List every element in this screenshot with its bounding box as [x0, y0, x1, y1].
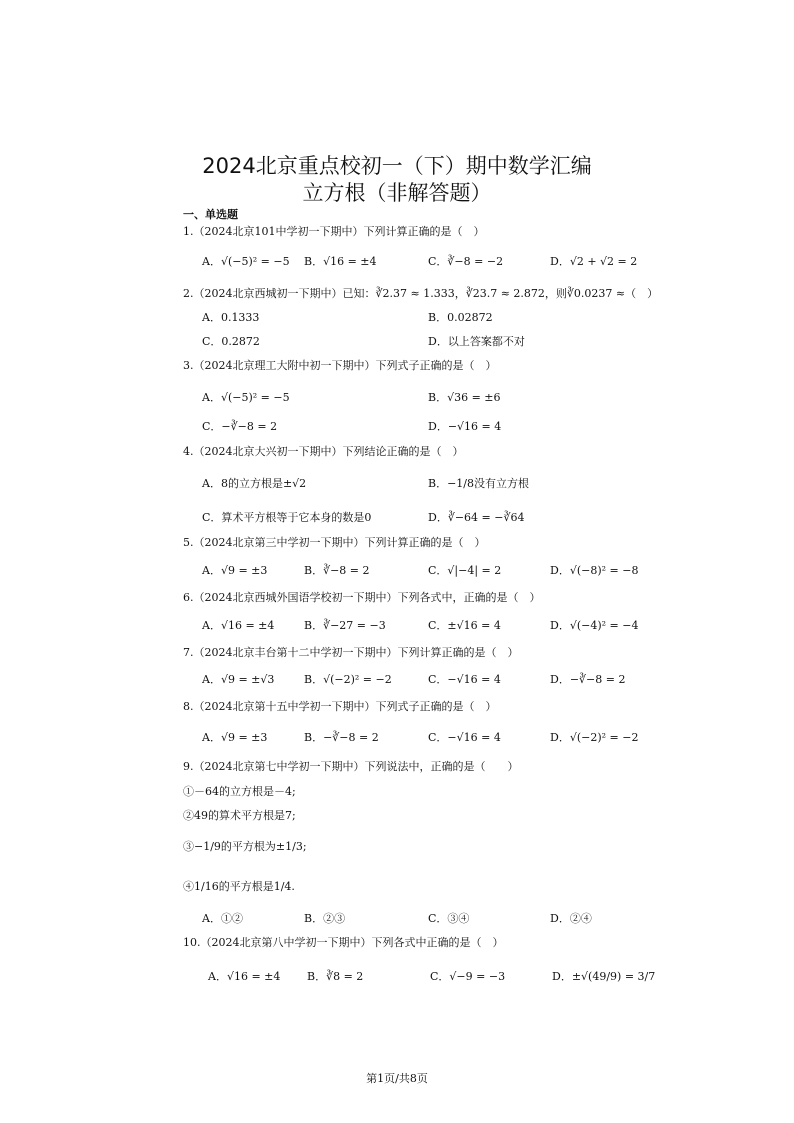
question-5-option-b: B．∛−8 = 2 — [304, 564, 370, 577]
question-2-option-d: D．以上答案都不对 — [428, 335, 525, 348]
question-9-option-d: D．②④ — [550, 912, 592, 925]
page-number-footer: 第1页/共8页 — [366, 1072, 428, 1085]
question-1-option-a: A．√(−5)² = −5 — [202, 255, 290, 268]
question-8-stem: 8.（2024北京第十五中学初一下期中）下列式子正确的是（ ） — [183, 700, 497, 713]
question-10-option-c: C．√−9 = −3 — [430, 970, 506, 983]
question-10-stem: 10.（2024北京第八中学初一下期中）下列各式中正确的是（ ） — [183, 936, 504, 949]
question-8-option-b: B．−∛−8 = 2 — [304, 731, 379, 744]
question-9-statement-3: ③−1/9的平方根为±1/3; — [183, 840, 307, 853]
question-1-option-c: C．∛−8 = −2 — [428, 255, 504, 268]
question-10-option-a: A．√16 = ±4 — [208, 970, 281, 983]
question-4-option-b: B．−1/8没有立方根 — [428, 477, 530, 490]
question-4-option-c: C．算术平方根等于它本身的数是0 — [202, 511, 372, 524]
question-8-option-c: C．−√16 = 4 — [428, 731, 501, 744]
question-5-stem: 5.（2024北京第三中学初一下期中）下列计算正确的是（ ） — [183, 536, 486, 549]
question-8-option-a: A．√9 = ±3 — [202, 731, 268, 744]
question-4-stem: 4.（2024北京大兴初一下期中）下列结论正确的是（ ） — [183, 445, 464, 458]
question-9-statement-1: ①－64的立方根是－4; — [183, 785, 296, 798]
question-6-option-a: A．√16 = ±4 — [202, 619, 275, 632]
question-3-option-d: D．−√16 = 4 — [428, 420, 502, 433]
question-1-option-d: D．√2 + √2 = 2 — [550, 255, 638, 268]
question-2-stem: 2.（2024北京西城初一下期中）已知：∛2.37 ≈ 1.333，∛23.7 ≈ 2.872，则∛0.0237 ≈（ ） — [183, 287, 659, 300]
question-8-option-d: D．√(−2)² = −2 — [550, 731, 639, 744]
question-7-option-d: D．−∛−8 = 2 — [550, 673, 626, 686]
question-7-stem: 7.（2024北京丰台第十二中学初一下期中）下列计算正确的是（ ） — [183, 646, 519, 659]
section-heading: 一、单选题 — [183, 208, 238, 221]
document-subtitle: 立方根（非解答题） — [302, 181, 492, 205]
question-9-option-c: C．③④ — [428, 912, 470, 925]
question-7-option-a: A．√9 = ±√3 — [202, 673, 275, 686]
question-6-option-d: D．√(−4)² = −4 — [550, 619, 639, 632]
question-6-stem: 6.（2024北京西城外国语学校初一下期中）下列各式中，正确的是（ ） — [183, 591, 541, 604]
question-2-option-b: B．0.02872 — [428, 311, 493, 324]
question-6-option-b: B．∛−27 = −3 — [304, 619, 386, 632]
question-1-option-b: B．√16 = ±4 — [304, 255, 377, 268]
question-5-option-c: C．√|−4| = 2 — [428, 564, 502, 577]
question-6-option-c: C．±√16 = 4 — [428, 619, 501, 632]
question-3-option-a: A．√(−5)² = −5 — [202, 391, 290, 404]
question-9-statement-2: ②49的算术平方根是7; — [183, 809, 296, 822]
question-5-option-a: A．√9 = ±3 — [202, 564, 268, 577]
question-5-option-d: D．√(−8)² = −8 — [550, 564, 639, 577]
question-9-stem: 9.（2024北京第七中学初一下期中）下列说法中，正确的是（ ） — [183, 760, 519, 773]
question-9-option-a: A．①② — [202, 912, 243, 925]
question-2-option-c: C．0.2872 — [202, 335, 260, 348]
question-4-option-d: D．∛−64 = −∛64 — [428, 511, 525, 524]
question-2-option-a: A．0.1333 — [202, 311, 260, 324]
question-4-option-a: A．8的立方根是±√2 — [202, 477, 307, 490]
question-7-option-b: B．√(−2)² = −2 — [304, 673, 392, 686]
question-9-statement-4: ④1/16的平方根是1/4. — [183, 880, 295, 893]
question-7-option-c: C．−√16 = 4 — [428, 673, 501, 686]
question-3-option-c: C．−∛−8 = 2 — [202, 420, 278, 433]
question-1-stem: 1.（2024北京101中学初一下期中）下列计算正确的是（ ） — [183, 225, 485, 238]
question-10-option-b: B．∛8 = 2 — [307, 970, 364, 983]
document-title: 2024北京重点校初一（下）期中数学汇编 — [202, 154, 592, 178]
question-9-option-b: B．②③ — [304, 912, 346, 925]
question-3-stem: 3.（2024北京理工大附中初一下期中）下列式子正确的是（ ） — [183, 359, 497, 372]
question-3-option-b: B．√36 = ±6 — [428, 391, 501, 404]
question-10-option-d: D．±√(49/9) = 3/7 — [552, 970, 656, 983]
